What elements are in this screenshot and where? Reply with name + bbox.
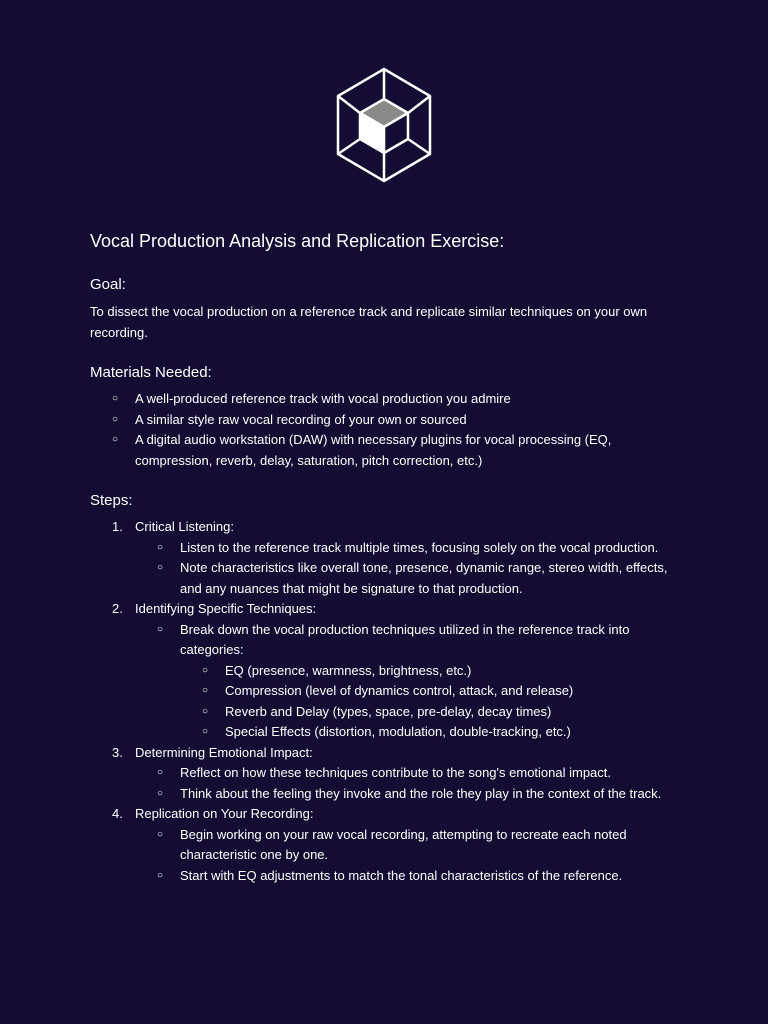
step-number: 4. xyxy=(112,806,123,821)
list-item: ○ Reflect on how these techniques contribute to the song's emotional impact. xyxy=(180,763,680,784)
steps-heading: Steps: xyxy=(90,492,133,509)
step-item xyxy=(112,599,680,743)
list-item: ○ Begin working on your raw vocal recording, attempting to recreate each noted characteristic one by one. xyxy=(180,825,680,866)
list-item: ○ A well-produced reference track with vocal production you admire xyxy=(135,389,680,410)
list-item: ○ EQ (presence, warmness, brightness, etc.) xyxy=(225,661,680,682)
cube-logo-icon xyxy=(336,67,432,183)
list-item-text: Break down the vocal production techniques utilized in the reference track into categories: xyxy=(180,621,630,657)
list-item: ○ Listen to the reference track multiple times, focusing solely on the vocal production. xyxy=(180,538,680,559)
step-label: Identifying Specific Techniques: xyxy=(135,601,317,616)
category-list xyxy=(180,661,680,743)
step-label: Replication on Your Recording: xyxy=(135,806,314,821)
list-item: ○ Special Effects (distortion, modulation, double-tracking, etc.) xyxy=(225,722,680,743)
step-item xyxy=(112,743,680,805)
list-item: ○ Start with EQ adjustments to match the tonal characteristics of the reference. xyxy=(180,866,680,887)
list-item: ○ Compression (level of dynamics control, attack, and release) xyxy=(225,681,680,702)
step-number: 3. xyxy=(112,744,123,760)
list-item: ○ A similar style raw vocal recording of your own or sourced xyxy=(135,410,680,431)
step-sub-list xyxy=(135,620,680,743)
step-label: Critical Listening: xyxy=(135,519,234,534)
step-label: Determining Emotional Impact: xyxy=(135,744,313,760)
materials-heading: Materials Needed: xyxy=(90,364,212,381)
step-item xyxy=(112,517,680,599)
materials-list xyxy=(90,389,680,471)
list-item: ○ Think about the feeling they invoke and the role they play in the context of the track. xyxy=(180,784,680,805)
document-title: Vocal Production Analysis and Replication Exercise: xyxy=(90,231,505,251)
step-item xyxy=(112,804,680,886)
step-sub-list xyxy=(135,825,680,887)
steps-list xyxy=(90,517,680,886)
list-item: ○ Reverb and Delay (types, space, pre-delay, decay times) xyxy=(225,702,680,723)
step-number: 1. xyxy=(112,519,123,534)
list-item xyxy=(180,620,680,743)
list-item: ○ A digital audio workstation (DAW) with necessary plugins for vocal processing (EQ, compression, reverb, delay, saturation, pitch correction, etc.) xyxy=(135,430,680,471)
step-sub-list xyxy=(135,763,680,804)
list-item: ○ Note characteristics like overall tone, presence, dynamic range, stereo width, effects, and any nuances that might be signature to that production. xyxy=(180,558,680,599)
step-sub-list xyxy=(135,538,680,600)
document-body xyxy=(90,228,680,886)
goal-heading: Goal: xyxy=(90,276,126,293)
goal-text: To dissect the vocal production on a reference track and replicate similar techniques on your own recording. xyxy=(90,304,648,340)
step-number: 2. xyxy=(112,601,123,616)
